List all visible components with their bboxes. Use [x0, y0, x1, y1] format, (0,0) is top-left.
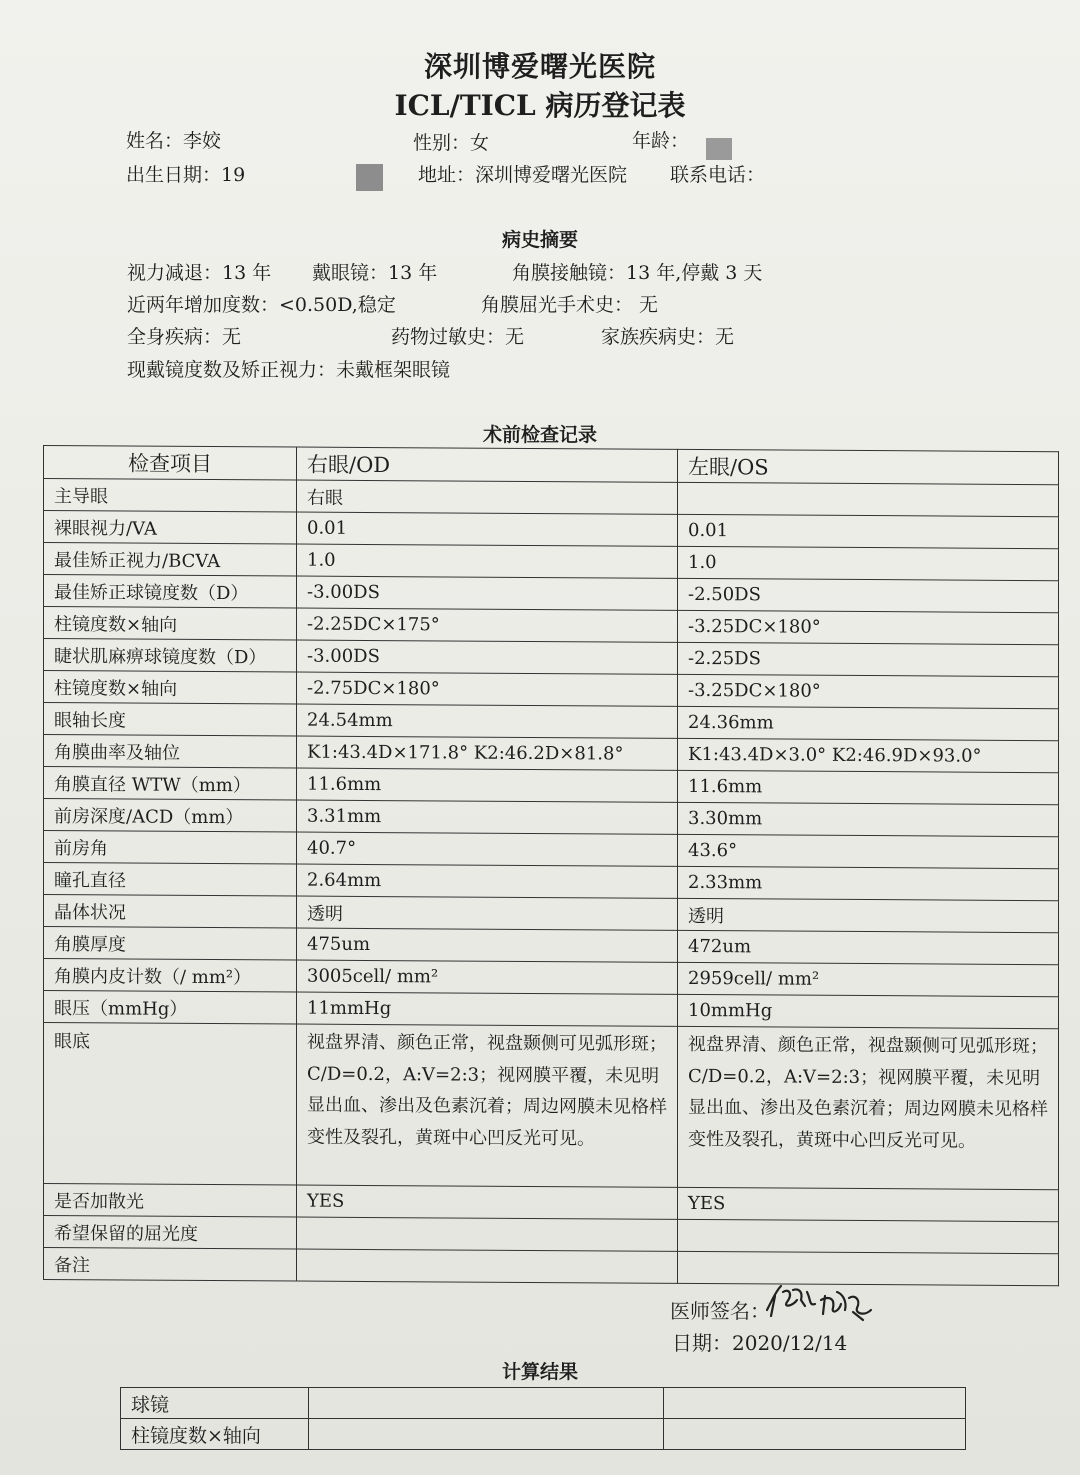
- exam-od-cell: -3.00DS: [297, 576, 678, 610]
- calc-row-cylinder: [121, 1419, 966, 1450]
- name-value: 李姣: [183, 130, 222, 152]
- exam-os-cell: 10mmHg: [678, 994, 1059, 1028]
- address-value: 深圳博爱曙光医院: [475, 164, 628, 186]
- exam-od-cell: [297, 1249, 678, 1283]
- exam-item-cell: 晶体状况: [44, 895, 297, 929]
- exam-od-cell: -2.25DC×175°: [297, 608, 678, 642]
- exam-os-cell: -3.25DC×180°: [678, 674, 1059, 708]
- exam-od-cell: 右眼: [297, 480, 678, 514]
- fundus-os-cell: 视盘界清、颜色正常，视盘颞侧可见弧形斑；C/D=0.2，A:V=2:3；视网膜平覆，未见明显出血、渗出及色素沉着；周边网膜未见格样变性及裂孔，黄斑中心凹反光可见。: [678, 1026, 1059, 1189]
- gender-label: 性别：: [413, 132, 471, 154]
- exam-os-cell: -2.25DS: [678, 642, 1059, 676]
- gender-value: 女: [470, 132, 490, 154]
- calc-row-sphere: [121, 1388, 966, 1419]
- exam-os-cell: 472um: [678, 930, 1059, 964]
- exam-item-cell: 角膜直径 WTW（mm）: [44, 767, 297, 801]
- exam-title: 术前检查记录: [482, 424, 597, 446]
- exam-od-cell: -2.75DC×180°: [297, 672, 678, 706]
- exam-os-cell: K1:43.4D×3.0° K2:46.9D×93.0°: [678, 738, 1059, 772]
- phone-field: [670, 160, 765, 187]
- exam-os-cell: YES: [678, 1187, 1059, 1221]
- exam-row-fundus: [44, 1023, 1059, 1190]
- exam-item-cell: 前房角: [44, 831, 297, 865]
- exam-od-cell: 11mmHg: [297, 992, 678, 1026]
- history-title: 病史摘要: [501, 229, 578, 251]
- exam-os-cell: -3.25DC×180°: [678, 610, 1059, 644]
- calc-cell-sphere-os: [664, 1388, 966, 1419]
- contact-lens-history: 角膜接触镜：13 年,停戴 3 天: [512, 262, 763, 284]
- exam-item-cell: 最佳矫正球镜度数（D）: [44, 575, 297, 609]
- exam-od-cell: [297, 1217, 678, 1251]
- name-field: [126, 126, 221, 153]
- exam-od-cell: 透明: [297, 896, 678, 930]
- exam-item-cell: 最佳矫正视力/BCVA: [44, 543, 297, 577]
- exam-item-cell: 眼压（mmHg）: [44, 991, 297, 1025]
- form-title: ICL/TICL 病历登记表: [394, 89, 686, 122]
- exam-body: [44, 479, 1059, 1286]
- gender-field: [413, 128, 489, 155]
- exam-item-cell: 柱镜度数×轴向: [44, 607, 297, 641]
- exam-row: [44, 1248, 1059, 1286]
- calc-label-cylinder: 柱镜度数×轴向: [121, 1419, 309, 1450]
- recent-increase: 近两年增加度数：<0.50D,稳定: [127, 294, 396, 316]
- systemic-disease: 全身疾病：无: [127, 326, 242, 348]
- refractive-surgery-history: 角膜屈光手术史： 无: [481, 294, 659, 316]
- current-glasses: 现戴镜度数及矫正视力：未戴框架眼镜: [127, 359, 451, 381]
- address-field: [418, 160, 627, 187]
- phone-label: 联系电话：: [670, 164, 766, 186]
- exam-od-cell: K1:43.4D×171.8° K2:46.2D×81.8°: [297, 736, 678, 770]
- exam-item-cell: 瞳孔直径: [44, 863, 297, 897]
- dob-redaction: [356, 164, 383, 191]
- exam-od-cell: 3005cell/ mm²: [297, 960, 678, 994]
- exam-item-cell: 前房深度/ACD（mm）: [44, 799, 297, 833]
- exam-od-cell: 24.54mm: [297, 704, 678, 738]
- exam-item-cell: 裸眼视力/VA: [44, 511, 297, 545]
- header-od: 右眼/OD: [297, 447, 678, 482]
- exam-os-cell: 43.6°: [678, 834, 1059, 868]
- header-item: 检查项目: [44, 446, 297, 481]
- exam-od-cell: 0.01: [297, 512, 678, 546]
- exam-item-cell: 希望保留的屈光度: [44, 1216, 297, 1250]
- name-label: 姓名：: [126, 130, 184, 152]
- glasses-history: 戴眼镜：13 年: [312, 262, 438, 284]
- exam-os-cell: [678, 482, 1059, 516]
- exam-item-cell: 是否加散光: [44, 1184, 297, 1218]
- exam-os-cell: 11.6mm: [678, 770, 1059, 804]
- exam-item-cell: 角膜厚度: [44, 927, 297, 961]
- exam-item-cell: 眼轴长度: [44, 703, 297, 737]
- dob-label: 出生日期：: [126, 164, 222, 186]
- drug-allergy: 药物过敏史：无: [391, 326, 525, 348]
- age-field: [632, 126, 689, 153]
- dob-value: 19: [221, 164, 246, 186]
- exam-od-cell: -3.00DS: [297, 640, 678, 674]
- exam-item-cell: 柱镜度数×轴向: [44, 671, 297, 705]
- exam-os-cell: 2959cell/ mm²: [678, 962, 1059, 996]
- exam-os-cell: 2.33mm: [678, 866, 1059, 900]
- exam-os-cell: [678, 1219, 1059, 1253]
- calc-label-sphere: 球镜: [121, 1388, 309, 1419]
- exam-od-cell: 40.7°: [297, 832, 678, 866]
- fundus-od-cell: 视盘界清、颜色正常，视盘颞侧可见弧形斑；C/D=0.2，A:V=2:3；视网膜平覆，未见明显出血、渗出及色素沉着；周边网膜未见格样变性及裂孔，黄斑中心凹反光可见。: [297, 1024, 678, 1187]
- exam-od-cell: 1.0: [297, 544, 678, 578]
- calc-title: 计算结果: [501, 1361, 578, 1383]
- exam-item-cell: 睫状肌麻痹球镜度数（D）: [44, 639, 297, 673]
- family-history: 家族疾病史：无: [601, 326, 735, 348]
- calc-cell-sphere-od: [309, 1388, 664, 1419]
- handwritten-signature: [763, 1280, 878, 1325]
- exam-od-cell: 11.6mm: [297, 768, 678, 802]
- fundus-label-cell: 眼底: [44, 1023, 297, 1186]
- exam-os-cell: 1.0: [678, 546, 1059, 580]
- exam-od-cell: 2.64mm: [297, 864, 678, 898]
- dob-field: [126, 160, 245, 187]
- age-label: 年龄：: [632, 130, 690, 152]
- calc-cell-cylinder-os: [664, 1419, 966, 1450]
- exam-os-cell: 3.30mm: [678, 802, 1059, 836]
- sign-date: 日期：2020/12/14: [672, 1331, 848, 1355]
- address-label: 地址：: [418, 164, 476, 186]
- doctor-signature-label: 医师签名：: [670, 1299, 770, 1323]
- calc-table: [120, 1387, 966, 1450]
- exam-od-cell: YES: [297, 1185, 678, 1219]
- exam-item-cell: 备注: [44, 1248, 297, 1282]
- exam-od-cell: 3.31mm: [297, 800, 678, 834]
- calc-cell-cylinder-od: [309, 1419, 664, 1450]
- exam-os-cell: -2.50DS: [678, 578, 1059, 612]
- exam-table: [43, 445, 1059, 1286]
- header-os: 左眼/OS: [678, 449, 1059, 484]
- exam-os-cell: 0.01: [678, 514, 1059, 548]
- exam-item-cell: 角膜内皮计数（/ mm²）: [44, 959, 297, 993]
- exam-os-cell: 24.36mm: [678, 706, 1059, 740]
- age-redaction: [706, 138, 732, 160]
- vision-decline: 视力减退：13 年: [127, 262, 272, 284]
- exam-os-cell: 透明: [678, 898, 1059, 932]
- hospital-name: 深圳博爱曙光医院: [423, 50, 656, 83]
- exam-od-cell: 475um: [297, 928, 678, 962]
- exam-item-cell: 主导眼: [44, 479, 297, 513]
- exam-item-cell: 角膜曲率及轴位: [44, 735, 297, 769]
